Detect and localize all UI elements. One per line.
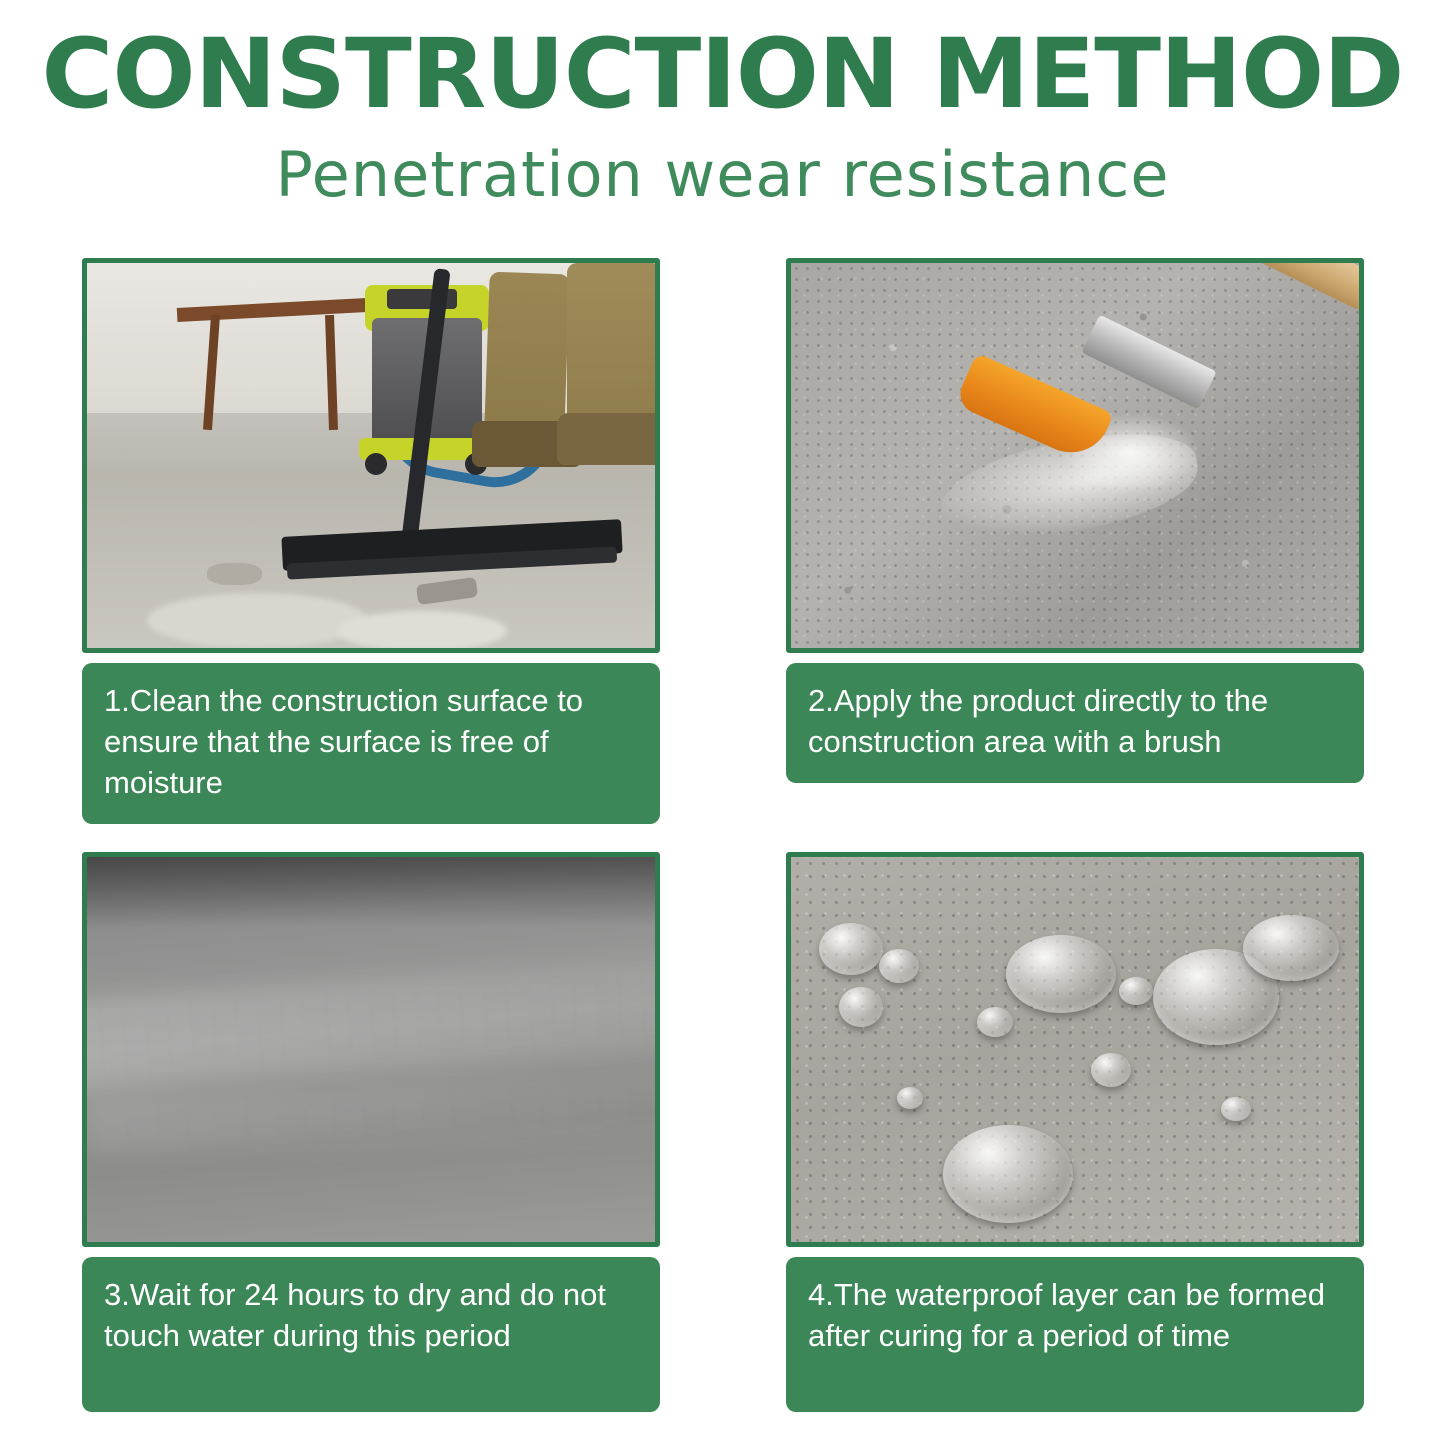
steps-grid (82, 258, 1364, 1440)
brush-application-photo (786, 258, 1364, 653)
step-card-4 (786, 852, 1364, 1412)
drying-floor-photo (82, 852, 660, 1247)
water-droplet (1119, 977, 1153, 1005)
water-droplet (943, 1125, 1073, 1223)
worker-leg-left (484, 272, 570, 435)
step-caption-3: 3.Wait for 24 hours to dry and do not touch water during this period (82, 1257, 660, 1412)
step-card-2 (786, 258, 1364, 824)
vacuum-wheel-left (365, 453, 387, 475)
header (0, 0, 1445, 211)
water-droplet (1006, 935, 1116, 1013)
step-card-1 (82, 258, 660, 824)
water-droplet (977, 1007, 1013, 1037)
dust-pile-2 (337, 611, 507, 651)
floor-sheen-2 (86, 1076, 660, 1158)
water-beading-photo (786, 852, 1364, 1247)
concrete-texture (791, 857, 1359, 1242)
worker-boot-right (557, 413, 660, 465)
worker-leg-right (567, 263, 660, 438)
water-droplet (1091, 1053, 1131, 1087)
water-droplet (839, 987, 883, 1027)
floor-cleaning-photo (82, 258, 660, 653)
floor-sheen-1 (82, 952, 660, 1091)
step-caption-1: 1.Clean the construction surface to ensure that the surface is free of moisture (82, 663, 660, 824)
page-title: CONSTRUCTION METHOD (41, 18, 1404, 130)
debris-2 (207, 563, 262, 585)
dust-pile-1 (147, 593, 367, 648)
page-subtitle: Penetration wear resistance (275, 138, 1170, 211)
step-card-3 (82, 852, 660, 1412)
water-droplet (1221, 1097, 1251, 1121)
water-droplet (897, 1087, 923, 1109)
debris-1 (416, 577, 478, 605)
step-caption-2: 2.Apply the product directly to the construction area with a brush (786, 663, 1364, 783)
water-droplet (879, 949, 919, 983)
floor-shadow (87, 857, 655, 927)
step-caption-4: 4.The waterproof layer can be formed after curing for a period of time (786, 1257, 1364, 1412)
water-droplet (1243, 915, 1339, 981)
water-droplet (819, 923, 883, 975)
